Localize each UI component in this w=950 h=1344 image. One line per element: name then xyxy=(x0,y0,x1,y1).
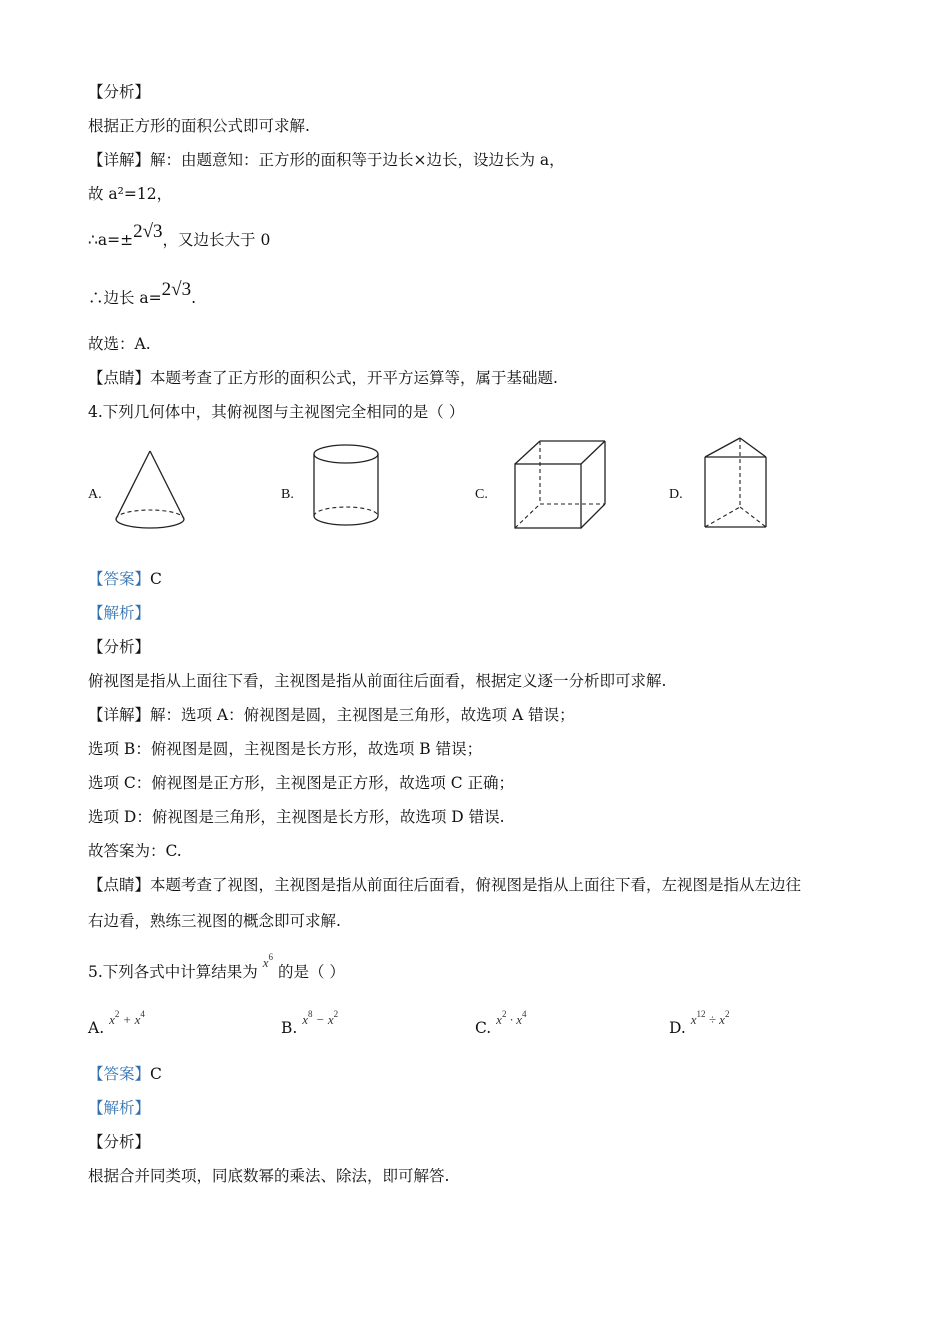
answer-value: C xyxy=(150,1065,162,1083)
answer-line xyxy=(88,569,162,589)
choose-line: 故选：A. xyxy=(88,335,151,353)
text-suffix: . xyxy=(191,289,197,307)
comment-line: 【点睛】本题考查了正方形的面积公式，开平方运算等，属于基础题. xyxy=(88,369,558,387)
option-label-b: B. xyxy=(281,487,294,502)
math-expression: x12 ÷ x2 xyxy=(690,1009,730,1027)
option-label-a: A. xyxy=(88,487,102,502)
answer-tag: 【答案】 xyxy=(88,1065,151,1083)
text-suffix: ，又边长大于 0 xyxy=(162,231,271,249)
answer-value: C xyxy=(150,570,162,588)
option-label: C. xyxy=(475,1019,492,1037)
option-label-d: D. xyxy=(669,487,683,502)
option-a xyxy=(88,1009,145,1039)
option-c xyxy=(475,1009,527,1039)
question-4: 4.下列几何体中，其俯视图与主视图完全相同的是（ ） xyxy=(88,403,465,421)
detail-line-sqrt xyxy=(88,221,271,250)
math-expression: x2 · x4 xyxy=(496,1009,527,1027)
option-label: B. xyxy=(281,1019,298,1037)
cube-figure xyxy=(510,438,610,532)
option-b xyxy=(281,1009,339,1039)
cylinder-figure xyxy=(308,442,384,528)
option-d xyxy=(669,1009,730,1039)
question-text: 5.下列各式中计算结果为 xyxy=(88,963,258,981)
option-label: D. xyxy=(669,1019,686,1037)
detail-line: 选项 D：俯视图是三角形，主视图是长方形，故选项 D 错误. xyxy=(88,808,505,826)
cone-figure xyxy=(108,448,192,534)
detail-line: 选项 B：俯视图是圆，主视图是长方形，故选项 B 错误； xyxy=(88,740,483,758)
math-expression: x8 − x2 xyxy=(302,1009,339,1027)
comment-line: 右边看，熟练三视图的概念即可求解. xyxy=(88,912,341,930)
answer-tag: 【答案】 xyxy=(88,570,151,588)
option-label-c: C. xyxy=(475,487,488,502)
sqrt-expression: 2√3 xyxy=(133,221,163,242)
jiexi-tag: 【解析】 xyxy=(88,604,151,622)
analysis-heading: 【分析】 xyxy=(88,83,151,101)
final-answer-line: 故答案为：C. xyxy=(88,842,182,860)
detail-line: 选项 C：俯视图是正方形，主视图是正方形，故选项 C 正确； xyxy=(88,774,515,792)
text-prefix: ∴a=± xyxy=(88,231,134,249)
answer-line xyxy=(88,1064,162,1084)
question-5 xyxy=(88,952,345,983)
math-expression: x6 xyxy=(262,952,274,970)
option-label: A. xyxy=(88,1019,105,1037)
analysis-text: 俯视图是指从上面往下看，主视图是指从前面往后面看，根据定义逐一分析即可求解. xyxy=(88,672,667,690)
jiexi-tag: 【解析】 xyxy=(88,1099,151,1117)
detail-line: 【详解】解：选项 A：俯视图是圆，主视图是三角形，故选项 A 错误； xyxy=(88,706,575,724)
analysis-text: 根据正方形的面积公式即可求解. xyxy=(88,117,310,135)
math-expression: x2 + x4 xyxy=(109,1009,145,1027)
text-prefix: ∴边长 a= xyxy=(88,289,162,307)
detail-line: 故 a²=12， xyxy=(88,185,173,203)
analysis-heading: 【分析】 xyxy=(88,638,151,656)
prism-figure xyxy=(700,435,772,531)
comment-line: 【点睛】本题考查了视图，主视图是指从前面往后面看，俯视图是指从上面往下看，左视图是指从左边往 xyxy=(88,876,802,894)
sqrt-expression: 2√3 xyxy=(161,279,192,300)
question-text: 的是（ ） xyxy=(277,963,345,981)
detail-line-sqrt xyxy=(88,279,197,308)
analysis-heading: 【分析】 xyxy=(88,1133,151,1151)
analysis-text: 根据合并同类项，同底数幂的乘法、除法，即可解答. xyxy=(88,1167,450,1185)
detail-line: 【详解】解：由题意知：正方形的面积等于边长×边长，设边长为 a， xyxy=(88,151,565,169)
